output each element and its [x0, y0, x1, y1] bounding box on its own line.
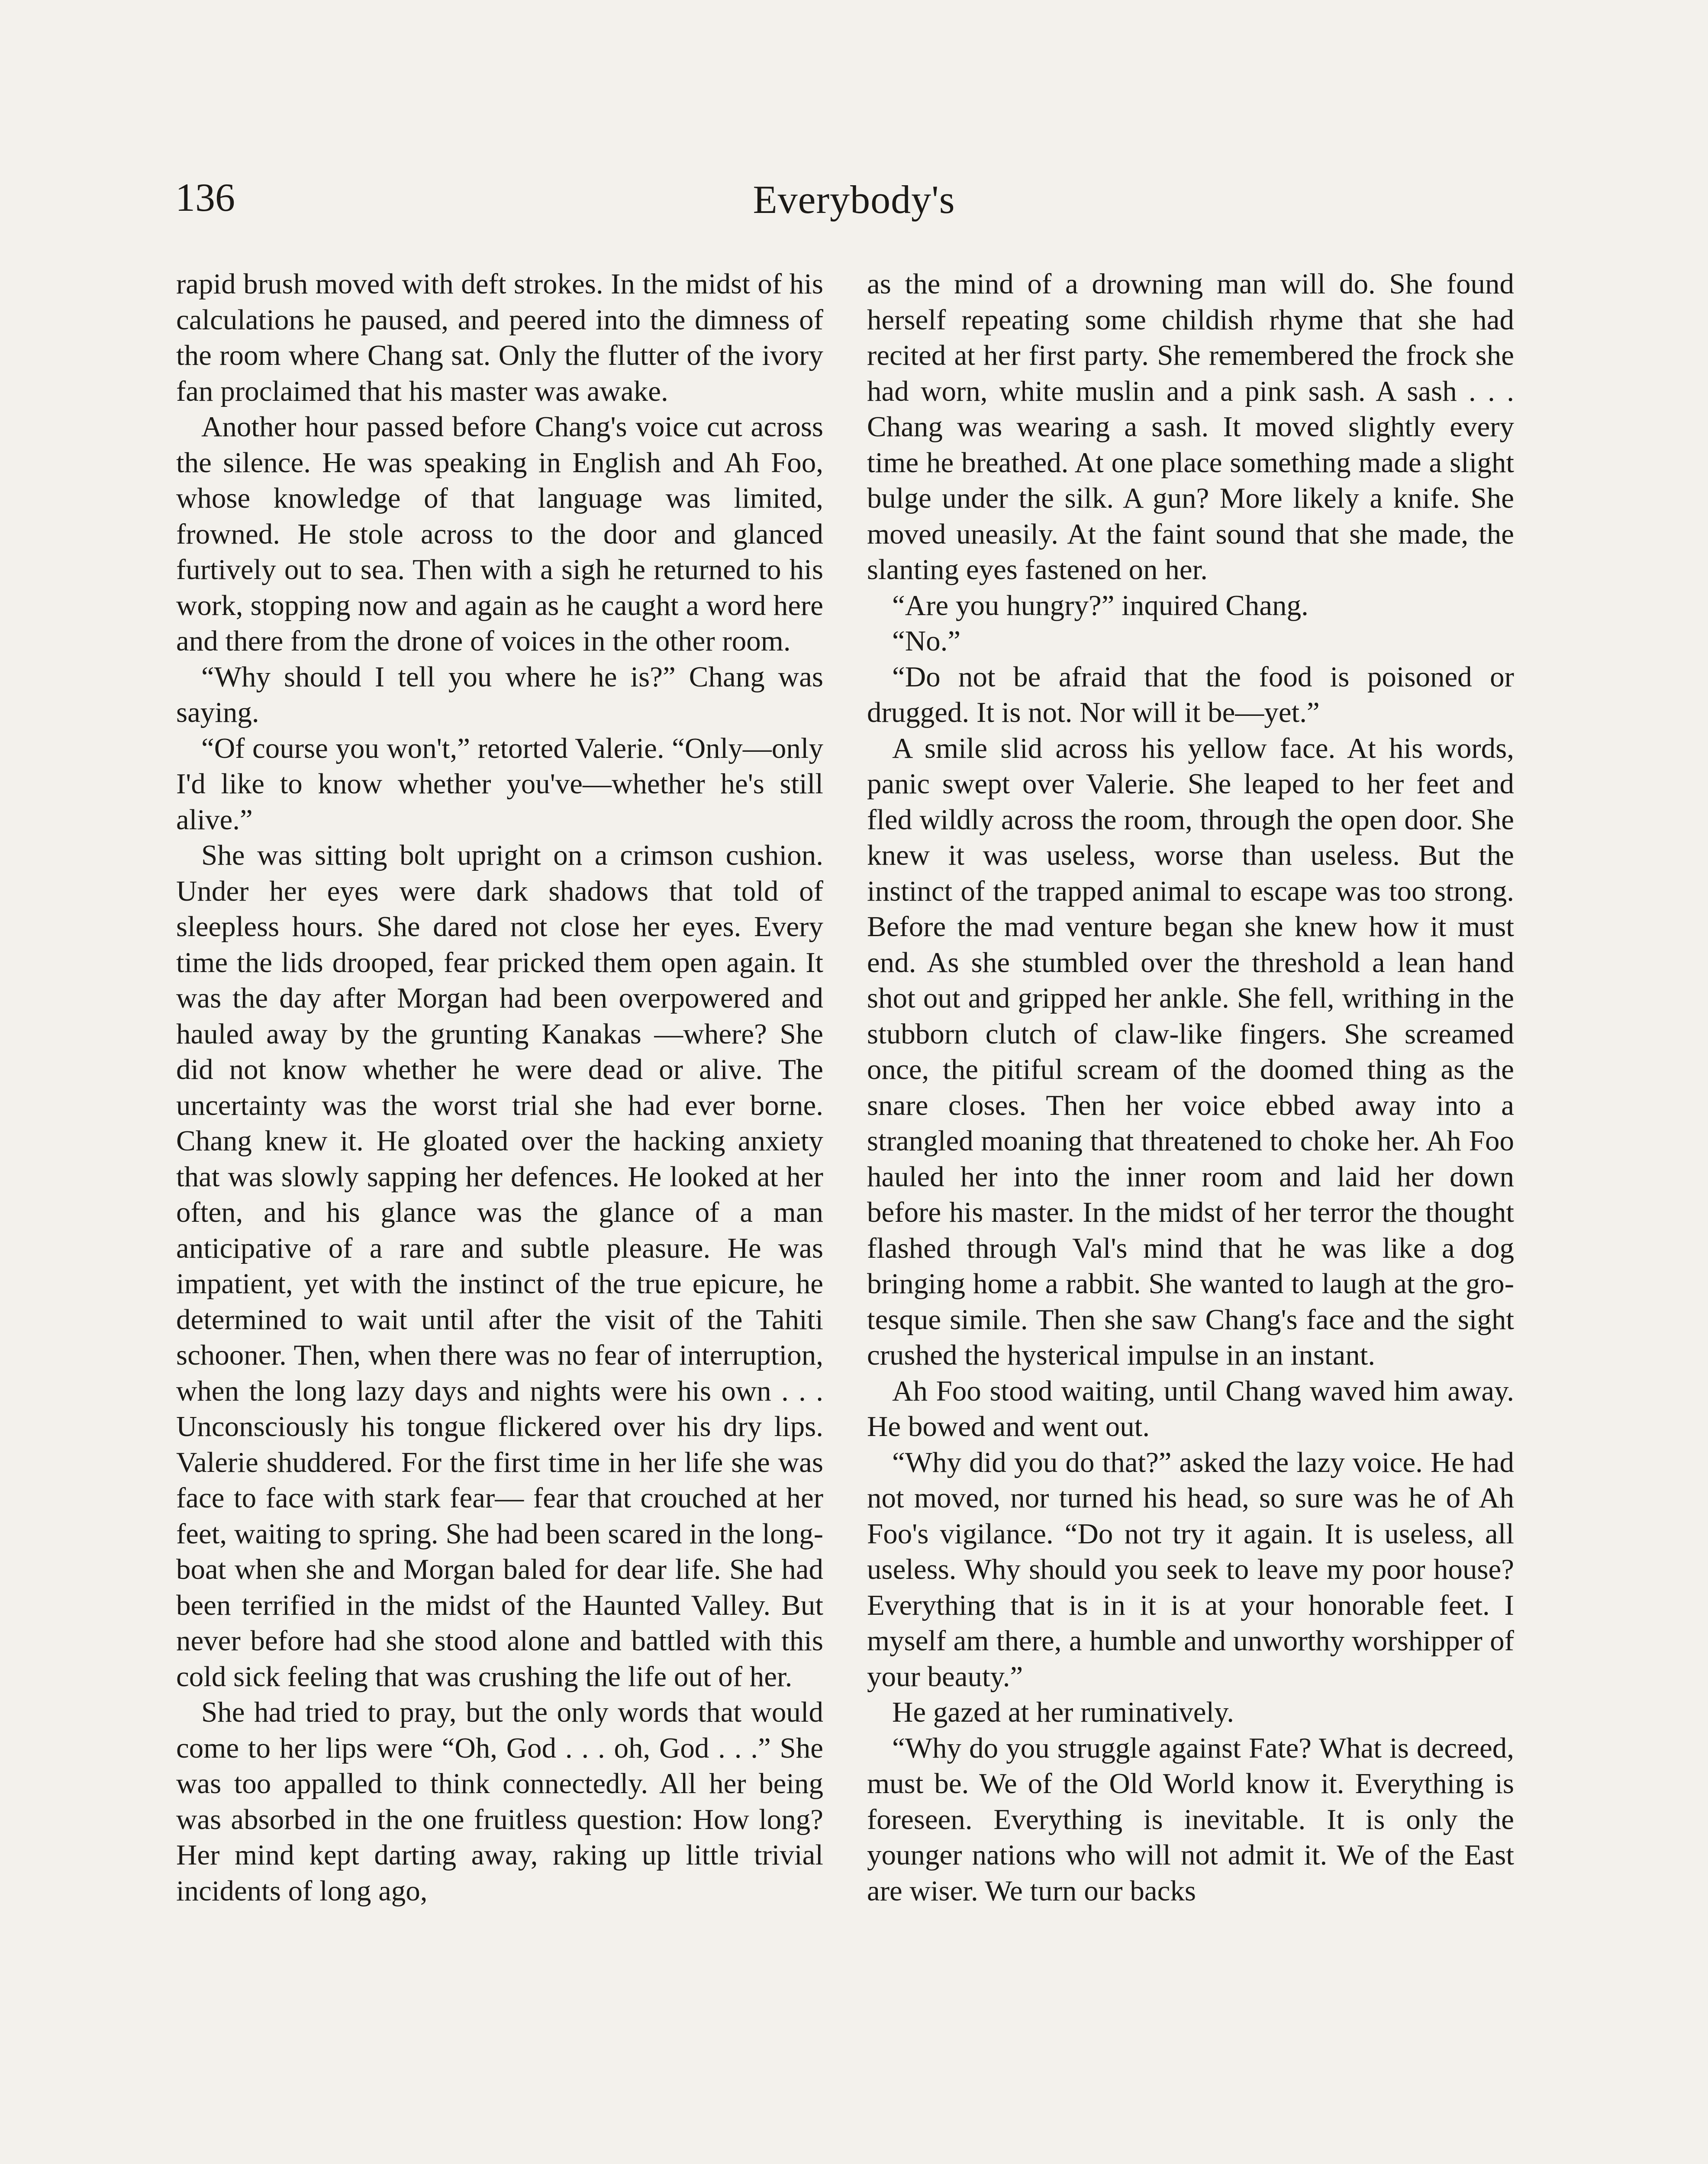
paragraph: “Do not be afraid that the food is poisoned or drugged. It is not. Nor will it be—yet.” — [867, 660, 1514, 728]
paragraph: A smile slid across his yellow face. At his words, panic swept over Valerie. She leaped to her feet and fled wildly across the room, through the open door. She knew it was useless, worse than useless. But the instinct of the trapped animal to escape was too strong. Before the mad venture began she knew how it must end. As she stumbled over the threshold a lean hand shot out and gripped her ankle. She fell, writhing in the stubborn clutch of claw-like fingers. She screamed once, the pitiful scream of the doomed thing as the snare closes. Then her voice ebbed away into a strangled moaning that threatened to choke her. Ah Foo hauled her into the inner room and laid her down before his master. In the midst of her terror the thought flashed through Val's mind that he was like a dog bringing home a rabbit. She wanted to laugh at the grotesque simile. Then she saw Chang's face and the sight crushed the hysterical impulse in an instant. — [867, 732, 1514, 1371]
left-column — [176, 266, 823, 2164]
paragraph: “Are you hungry?” inquired Chang. — [892, 589, 1308, 622]
paragraph: “Why did you do that?” asked the lazy voice. He had not moved, nor turned his head, so sure was he of Ah Foo's vigilance. “Do not try it again. It is useless, all useless. Why should you seek to leave my poor house? Everything that is in it is at your honorable feet. I myself am there, a humble and unworthy worshipper of your beauty.” — [867, 1446, 1514, 1693]
paragraph: “Why do you struggle against Fate? What is decreed, must be. We of the Old World know it. Everything is foreseen. Everything is inevitable. It is only the younger nations who will not admit it. We of the East are wiser. We turn our backs — [867, 1732, 1514, 1907]
paragraph: She had tried to pray, but the only words that would come to her lips were “Oh, God . . . oh, God . . .” She was too appalled to think connectedly. All her being was absorbed in the one fruitless question: How long? Her mind kept darting away, raking up little trivial incidents of long ago, — [176, 1696, 823, 1907]
paragraph: as the mind of a drowning man will do. She found herself repeating some childish rhyme that she had recited at her first party. She remembered the frock she had worn, white muslin and a pink sash. A sash . . . Chang was wearing a sash. It moved slightly every time he breathed. At one place something made a slight bulge under the silk. A gun? More likely a knife. She moved uneasily. At the faint sound that she made, the slanting eyes fastened on her. — [867, 268, 1514, 586]
paragraph: “No.” — [892, 625, 961, 657]
paragraph: Ah Foo stood waiting, until Chang waved him away. He bowed and went out. — [867, 1375, 1514, 1443]
paragraph: She was sitting bolt upright on a crimson cushion. Under her eyes were dark shadows that told of sleepless hours. She dared not close her eyes. Every time the lids drooped, fear pricked them open again. It was the day after Morgan had been overpowered and hauled away by the grunting Kanakas —where? She did not know whether he were dead or alive. The uncertainty was the worst trial she had ever borne. Chang knew it. He gloated over the hacking anxiety that was slowly sapping her defences. He looked at her often, and his glance was the glance of a man anticipative of a rare and subtle pleasure. He was impatient, yet with the instinct of the true epicure, he determined to wait until after the visit of the Tahiti schooner. Then, when there was no fear of interruption, when the long lazy days and nights were his own . . . Unconsciously his tongue flickered over his dry lips. Valerie shuddered. For the first time in her life she was face to face with stark fear— fear that crouched at her feet, waiting to spring. She had been scared in the longboat when she and Morgan baled for dear life. She had been terrified in the midst of the Haunted Valley. But never before had she stood alone and battled with this cold sick feeling that was crushing the life out of her. — [176, 839, 823, 1693]
paragraph: Another hour passed before Chang's voice cut across the silence. He was speaking in English and Ah Foo, whose knowledge of that language was limited, frowned. He stole across to the door and glanced furtively out to sea. Then with a sigh he returned to his work, stopping now and again as he caught a word here and there from the drone of voices in the other room. — [176, 411, 823, 657]
paragraph: “Of course you won't,” retorted Valerie. “Only—only I'd like to know whether you've—whether he's still alive.” — [176, 732, 823, 836]
paragraph: rapid brush moved with deft strokes. In the midst of his calculations he paused, and peered into the dimness of the room where Chang sat. Only the flutter of the ivory fan proclaimed that his master was awake. — [176, 268, 823, 407]
paragraph: “Why should I tell you where he is?” Chang was saying. — [176, 660, 823, 728]
right-column — [867, 266, 1514, 2164]
paragraph: He gazed at her ruminatively. — [892, 1696, 1234, 1728]
running-head: Everybody's — [753, 177, 955, 222]
page-number: 136 — [175, 175, 235, 219]
